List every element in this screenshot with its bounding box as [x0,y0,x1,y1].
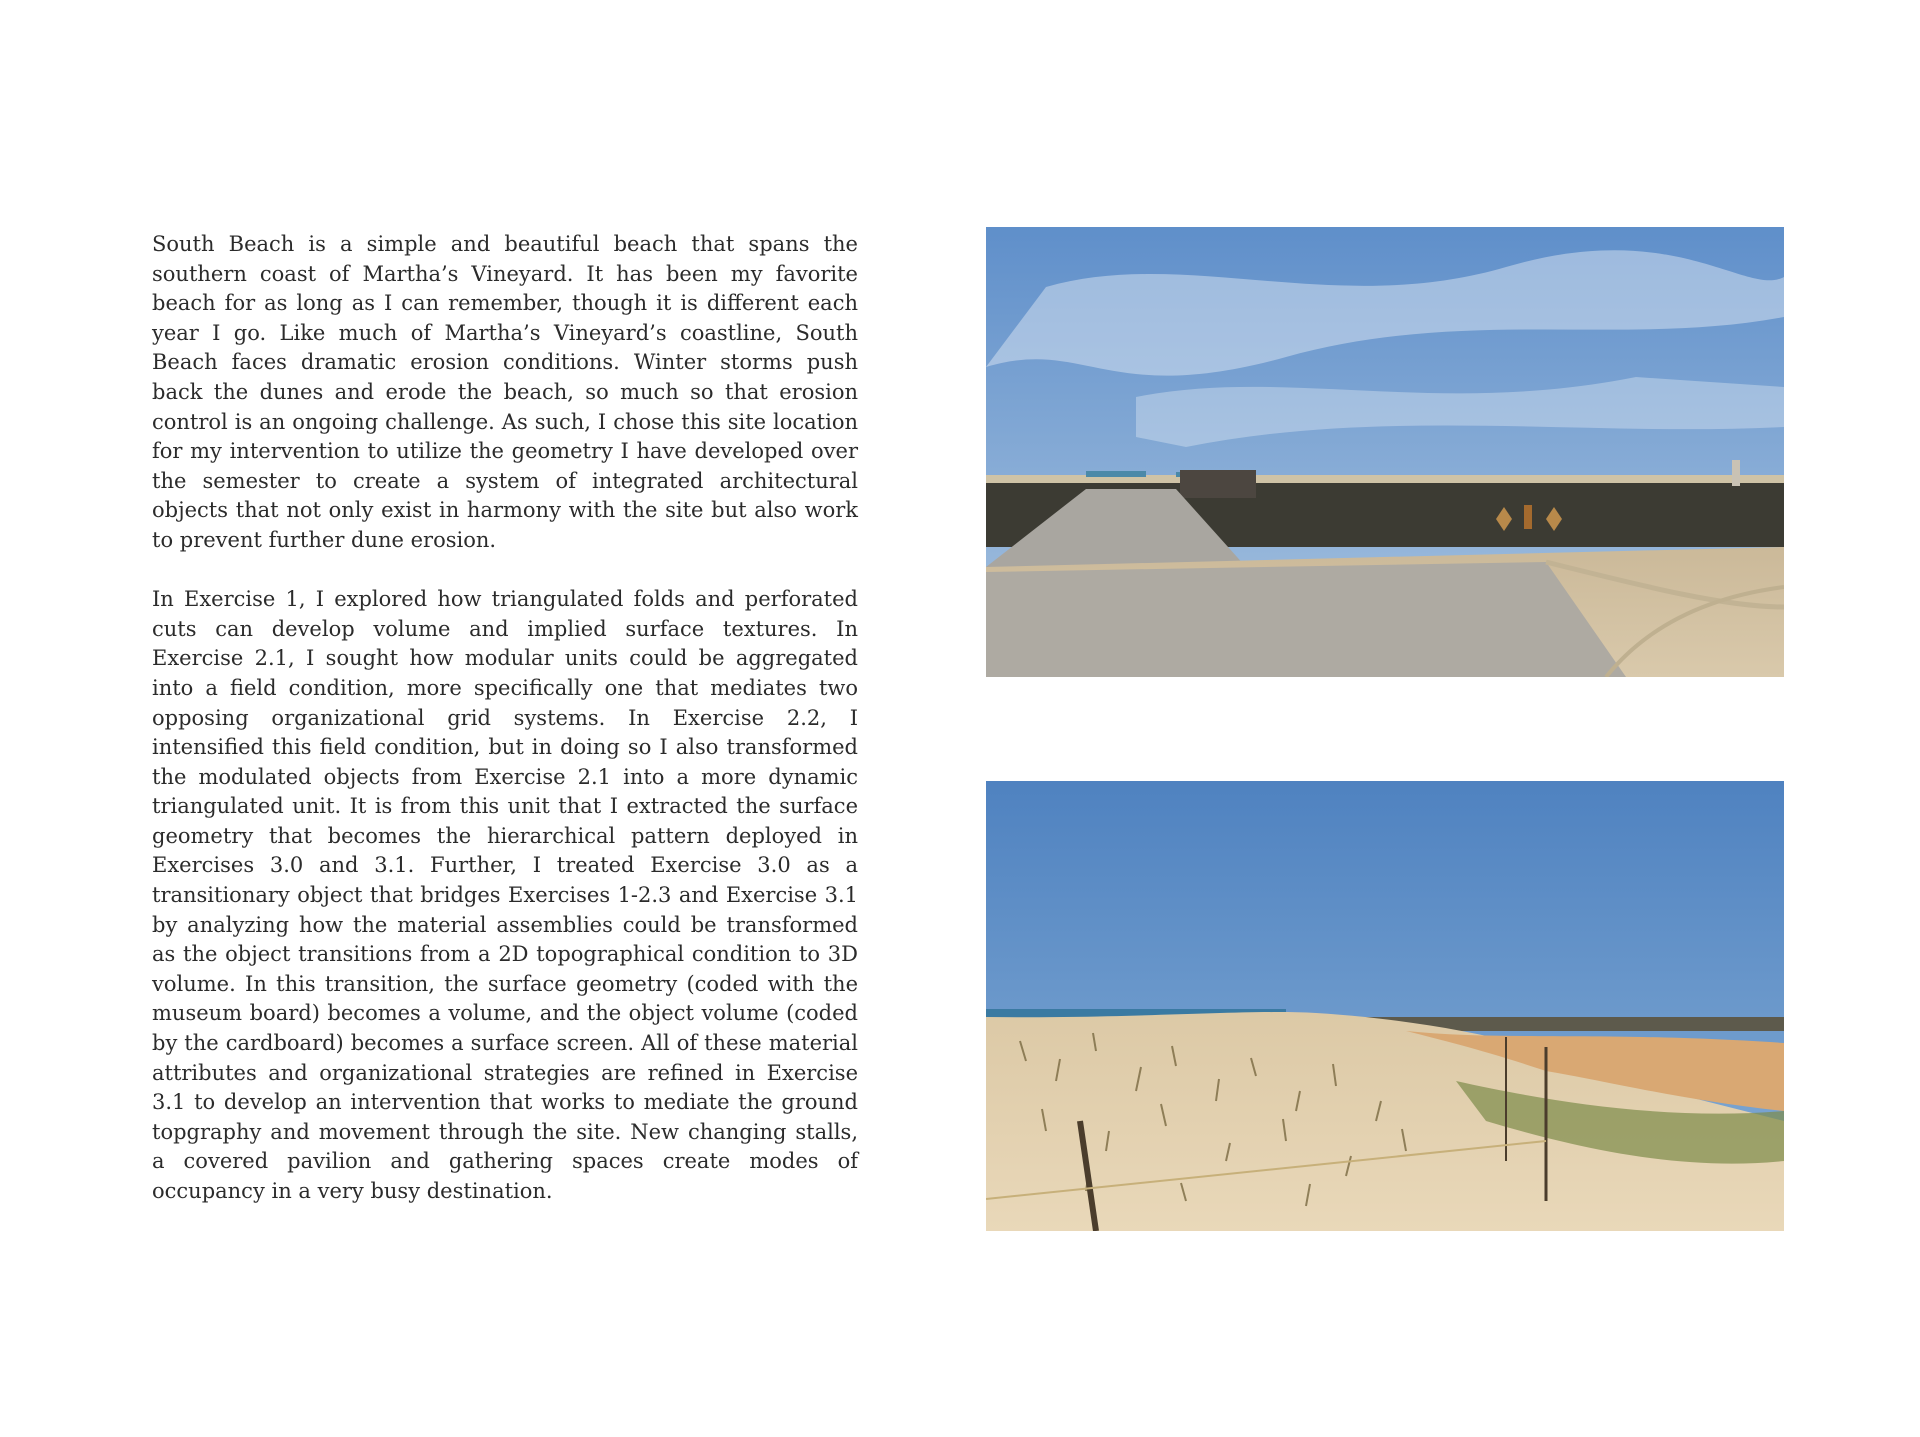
sand-dune-photo [986,781,1784,1231]
beach-road-entrance-photo [986,227,1784,677]
paragraph-intro: South Beach is a simple and beautiful beach that spans the southern coast of Martha’s Vineyard. It has been my favorite beach for as long as I can remember, though it is different each year I go. Like much of Martha’s Vineyard’s coastline, South Beach faces dramatic erosion conditions. Winter storms push back the dunes and erode the beach, so much so that erosion control is an ongoing challenge. As such, I chose this site location for my intervention to utilize the geometry I have developed over the semester to create a system of integrated architectural objects that not only exist in harmony with the site but also work to prevent further dune erosion. [152,232,858,552]
paragraph-exercises: In Exercise 1, I explored how triangulated folds and perforated cuts can develop volume and implied surface textures. In Exercise 2.1, I sought how modular units could be aggregated into a field condition, more specifically one that mediates two opposing organizational grid systems. In Exercise 2.2, I intensified this field condition, but in doing so I also transformed the modulated objects from Exercise 2.1 into a more dynamic triangulated unit. It is from this unit that I extracted the surface geometry that becomes the hierarchical pattern deployed in Exercises 3.0 and 3.1. Further, I treated Exercise 3.0 as a transitionary object that bridges Exercises 1-2.3 and Exercise 3.1 by analyzing how the material assemblies could be transformed as the object transitions from a 2D topographical condition to 3D volume. In this transition, the surface geometry (coded with the museum board) becomes a volume, and the object volume (coded by the cardboard) becomes a surface screen. All of these material attributes and organizational strategies are refined in Exercise 3.1 to develop an intervention that works to mediate the ground topgraphy and movement through the site. New changing stalls, a covered pavilion and gathering spaces create modes of occupancy in a very busy destination. [152,587,858,1203]
article-text [152,230,858,1236]
